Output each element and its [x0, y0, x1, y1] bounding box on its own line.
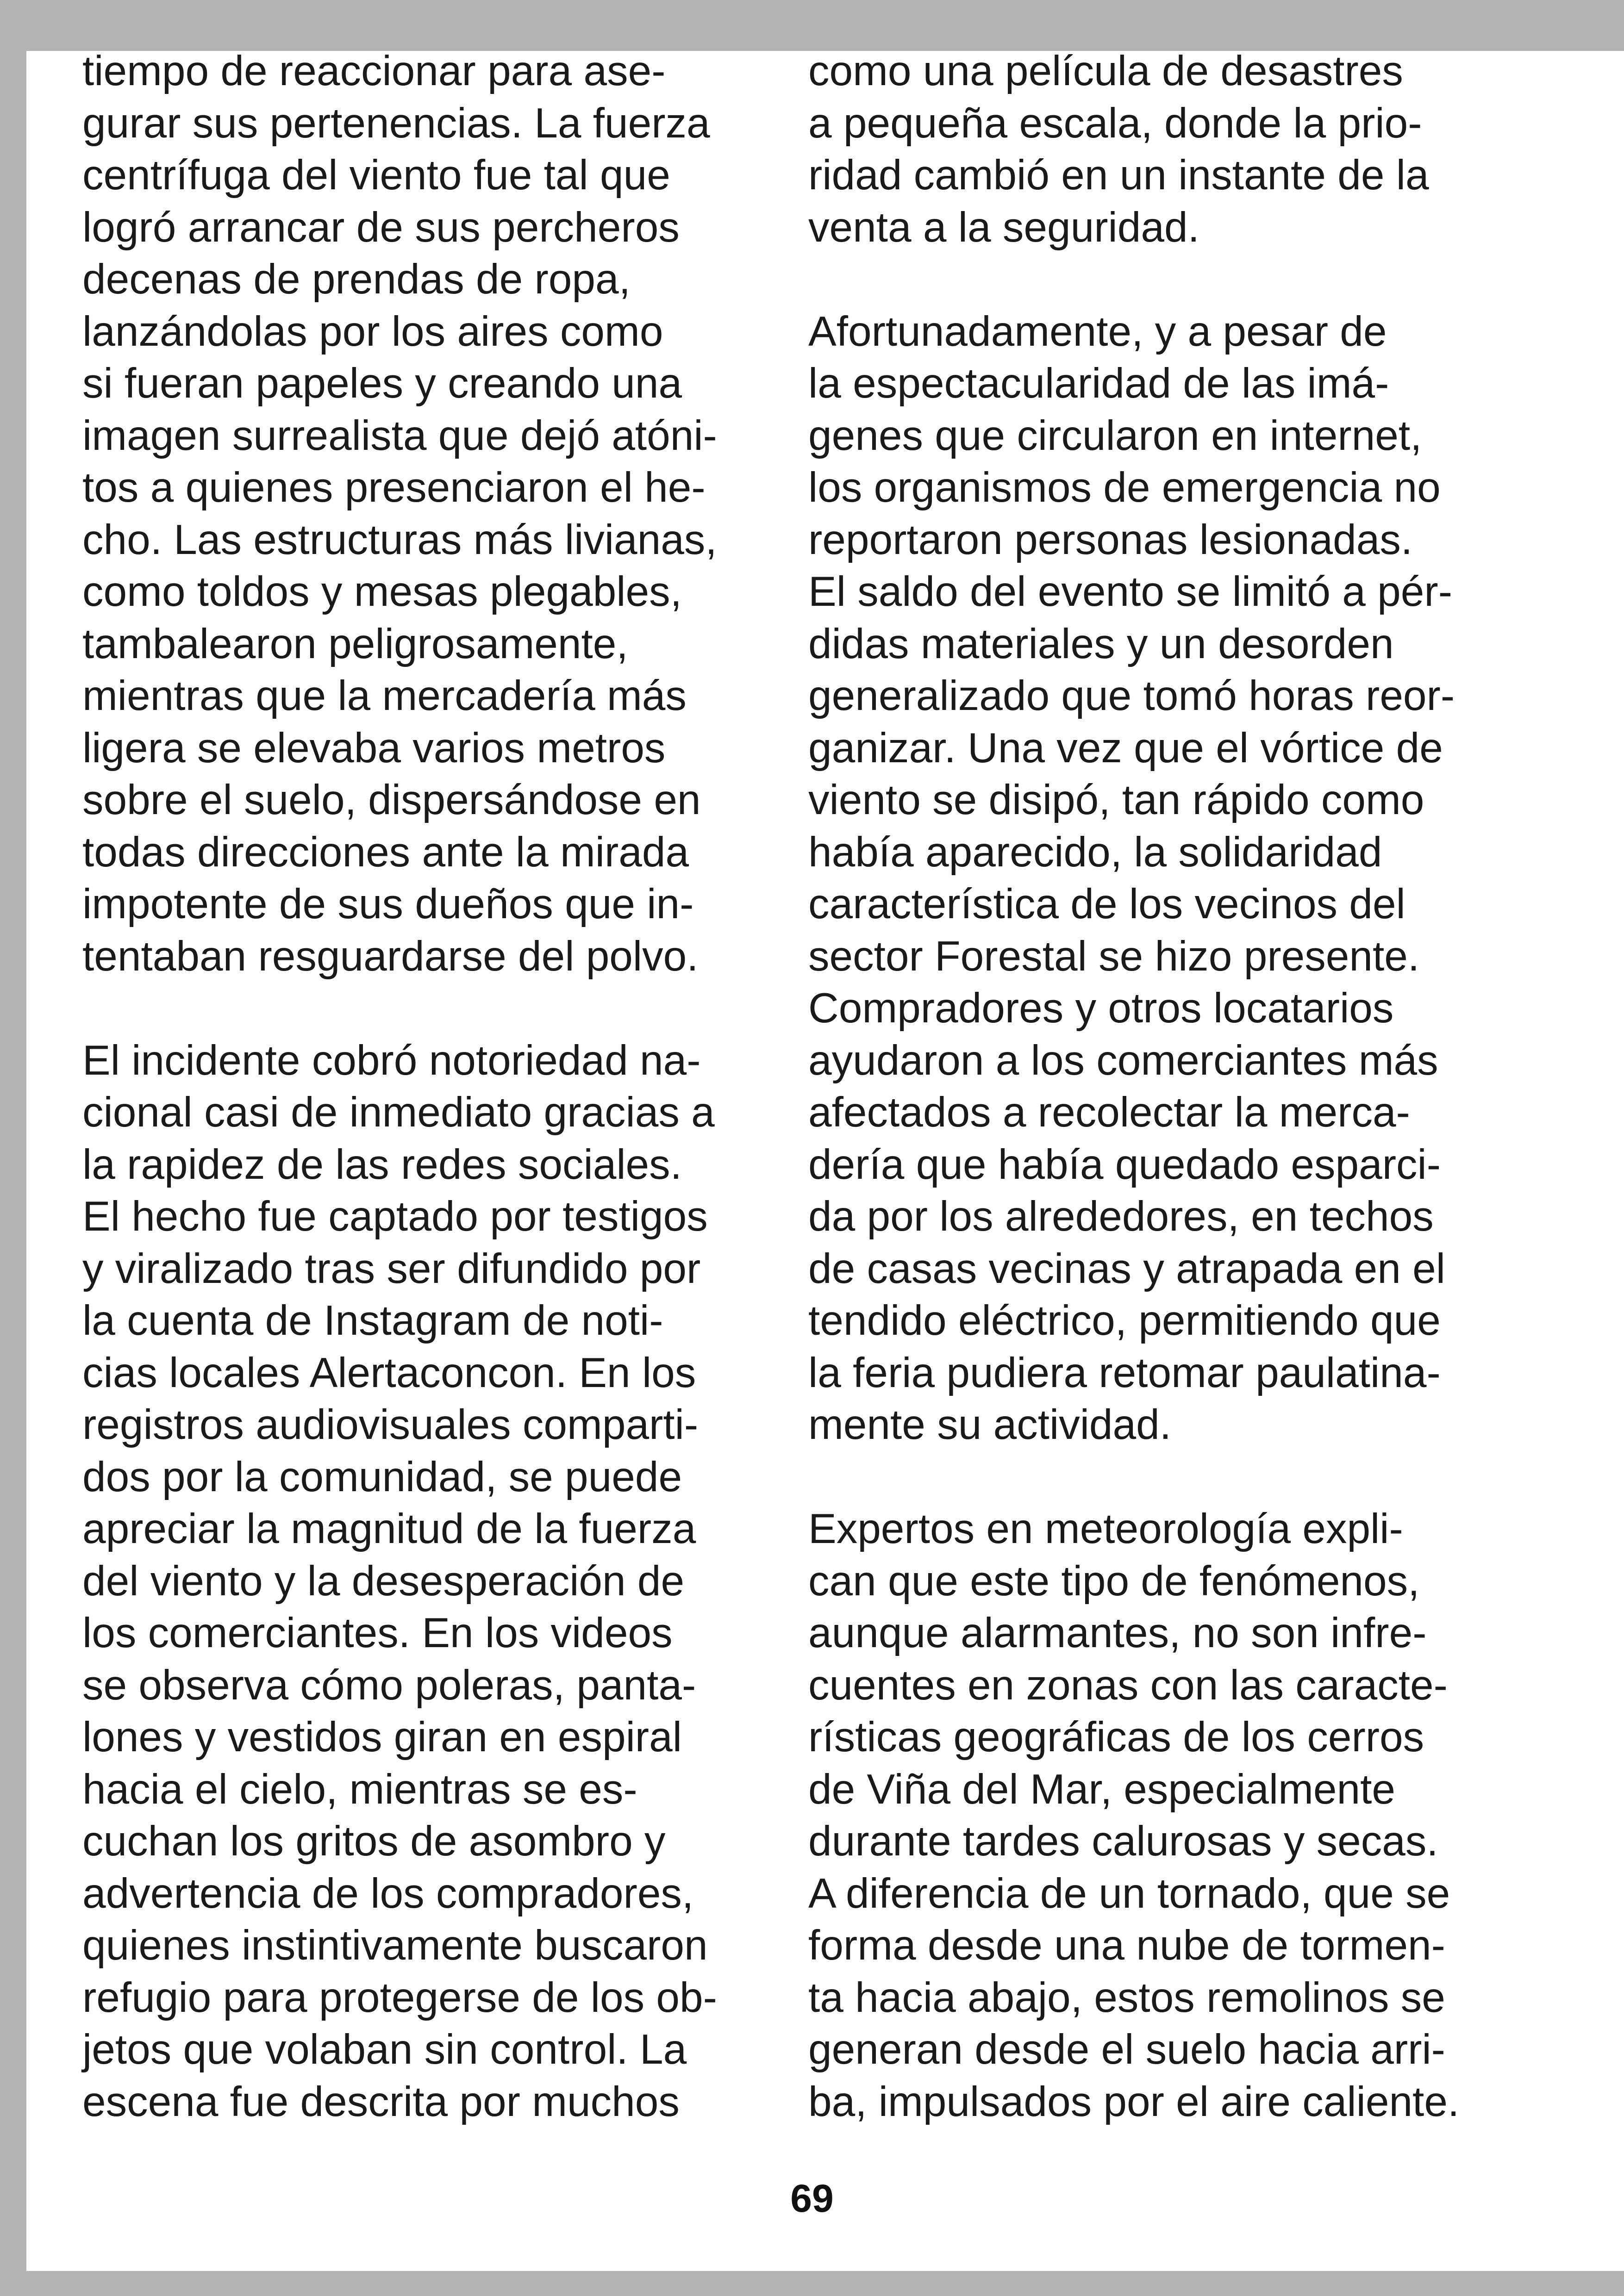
text-line: durante tardes calurosas y secas.: [808, 1818, 1438, 1865]
paragraph: [808, 45, 1530, 254]
text-line: los organismos de emergencia no: [808, 464, 1441, 511]
text-line: los comerciantes. En los videos: [82, 1610, 673, 1656]
text-line: cho. Las estructuras más livianas,: [82, 516, 717, 563]
text-line: había aparecido, la solidaridad: [808, 828, 1382, 876]
text-line: rísticas geográficas de los cerros: [808, 1714, 1424, 1761]
text-line: lanzándolas por los aires como: [82, 308, 663, 355]
text-line: El incidente cobró notoriedad na-: [82, 1037, 701, 1084]
text-line: y viralizado tras ser difundido por: [82, 1245, 701, 1292]
text-line: ayudaron a los comerciantes más: [808, 1037, 1438, 1084]
text-line: genes que circularon en internet,: [808, 412, 1422, 459]
paragraph-spacer: [808, 1451, 1530, 1504]
text-line: forma desde una nube de tormen-: [808, 1922, 1445, 1969]
text-line: ganizar. Una vez que el vórtice de: [808, 724, 1443, 772]
text-line: refugio para protegerse de los ob-: [82, 1974, 717, 2021]
paragraph: [82, 1035, 777, 2128]
text-line: ba, impulsados por el aire caliente.: [808, 2078, 1460, 2125]
text-line: si fueran papeles y creando una: [82, 360, 682, 407]
text-line: tiempo de reaccionar para ase-: [82, 48, 666, 94]
text-line: tentaban resguardarse del polvo.: [82, 933, 699, 980]
text-line: ligera se elevaba varios metros: [82, 724, 666, 772]
text-line: mientras que la mercadería más: [82, 672, 687, 719]
text-line: cional casi de inmediato gracias a: [82, 1089, 715, 1136]
text-line: se observa cómo poleras, panta-: [82, 1661, 696, 1709]
text-line: impotente de sus dueños que in-: [82, 881, 694, 927]
text-line: can que este tipo de fenómenos,: [808, 1557, 1420, 1605]
text-line: como toldos y mesas plegables,: [82, 568, 682, 615]
text-line: ridad cambió en un instante de la: [808, 152, 1429, 199]
text-line: sector Forestal se hizo presente.: [808, 933, 1420, 980]
right-column: [808, 45, 1530, 2128]
text-line: decenas de prendas de ropa,: [82, 256, 631, 303]
text-line: la rapidez de las redes sociales.: [82, 1141, 682, 1188]
text-line: ta hacia abajo, estos remolinos se: [808, 1974, 1445, 2021]
text-line: centrífuga del viento fue tal que: [82, 152, 670, 199]
text-line: venta a la seguridad.: [808, 204, 1199, 251]
text-line: da por los alrededores, en techos: [808, 1193, 1434, 1240]
text-line: dos por la comunidad, se puede: [82, 1453, 682, 1500]
paragraph: [808, 306, 1530, 1451]
text-line: tambalearon peligrosamente,: [82, 620, 628, 667]
text-line: la feria pudiera retomar paulatina-: [808, 1349, 1441, 1396]
text-line: sobre el suelo, dispersándose en: [82, 777, 701, 823]
text-line: cuchan los gritos de asombro y: [82, 1818, 666, 1865]
text-line: A diferencia de un tornado, que se: [808, 1870, 1450, 1917]
text-line: lones y vestidos giran en espiral: [82, 1714, 682, 1761]
paragraph-spacer: [808, 254, 1530, 306]
text-line: de casas vecinas y atrapada en el: [808, 1245, 1445, 1292]
text-line: Expertos en meteorología expli-: [808, 1506, 1403, 1552]
text-line: imagen surrealista que dejó atóni-: [82, 412, 717, 459]
text-line: tos a quienes presenciaron el he-: [82, 464, 706, 511]
text-line: apreciar la magnitud de la fuerza: [82, 1506, 696, 1552]
text-line: logró arrancar de sus percheros: [82, 204, 680, 251]
text-line: la cuenta de Instagram de noti-: [82, 1297, 663, 1344]
paragraph: [82, 45, 777, 983]
text-line: tendido eléctrico, permitiendo que: [808, 1297, 1441, 1344]
text-line: registros audiovisuales comparti-: [82, 1401, 699, 1448]
paragraph: [808, 1503, 1530, 2128]
text-line: afectados a recolectar la merca-: [808, 1089, 1410, 1136]
text-line: del viento y la desesperación de: [82, 1557, 685, 1605]
text-line: dería que había quedado esparci-: [808, 1141, 1441, 1188]
text-line: Afortunadamente, y a pesar de: [808, 308, 1387, 355]
text-line: advertencia de los compradores,: [82, 1870, 694, 1917]
text-line: reportaron personas lesionadas.: [808, 516, 1413, 563]
paragraph-spacer: [82, 983, 777, 1035]
text-line: viento se disipó, tan rápido como: [808, 777, 1424, 823]
text-line: cias locales Alertaconcon. En los: [82, 1349, 696, 1396]
text-line: cuentes en zonas con las caracte-: [808, 1661, 1448, 1709]
text-line: como una película de desastres: [808, 48, 1403, 94]
text-line: escena fue descrita por muchos: [82, 2078, 680, 2125]
text-line: Compradores y otros locatarios: [808, 985, 1394, 1032]
text-line: aunque alarmantes, no son infre-: [808, 1610, 1427, 1656]
text-line: de Viña del Mar, especialmente: [808, 1766, 1396, 1813]
text-line: todas direcciones ante la mirada: [82, 828, 689, 876]
left-column: [82, 45, 777, 2128]
text-line: hacia el cielo, mientras se es-: [82, 1766, 637, 1813]
text-line: gurar sus pertenencias. La fuerza: [82, 100, 710, 147]
text-line: generalizado que tomó horas reor-: [808, 672, 1455, 719]
text-line: a pequeña escala, donde la prio-: [808, 100, 1422, 147]
text-line: jetos que volaban sin control. La: [82, 2026, 687, 2073]
text-line: generan desde el suelo hacia arri-: [808, 2026, 1445, 2073]
page-number: 69: [790, 2177, 834, 2220]
text-line: mente su actividad.: [808, 1401, 1172, 1448]
text-line: quienes instintivamente buscaron: [82, 1922, 708, 1969]
text-line: El saldo del evento se limitó a pér-: [808, 568, 1452, 615]
text-line: la espectacularidad de las imá-: [808, 360, 1389, 407]
text-line: didas materiales y un desorden: [808, 620, 1394, 667]
text-line: El hecho fue captado por testigos: [82, 1193, 708, 1240]
text-line: característica de los vecinos del: [808, 881, 1405, 927]
